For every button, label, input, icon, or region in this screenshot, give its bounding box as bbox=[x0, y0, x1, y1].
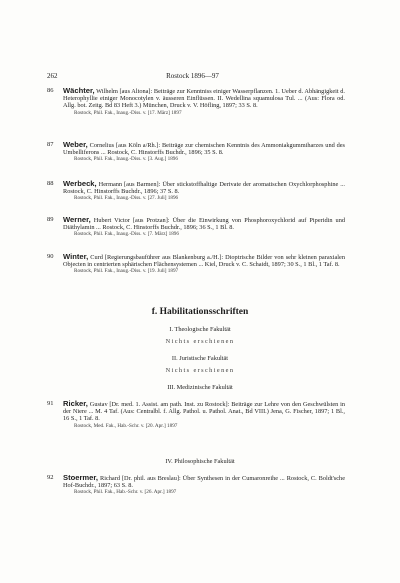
entry-number: 88 bbox=[47, 180, 54, 187]
bibliography-entry bbox=[47, 87, 345, 116]
entry-text bbox=[63, 141, 345, 156]
faculty-empty-note: Nichts erschienen bbox=[165, 367, 235, 374]
faculty-empty-note: Nichts erschienen bbox=[165, 338, 235, 345]
entry-note: Rostock, Phil. Fak., Inaug.-Diss. v. [3. Aug.] 1896 bbox=[74, 156, 178, 163]
entry-note: Rostock, Phil. Fak., Inaug.-Diss. v. [17. März] 1897 bbox=[74, 109, 182, 116]
faculty-heading: III. Medizinische Fakultät bbox=[167, 384, 233, 391]
entry-number: 90 bbox=[47, 253, 54, 260]
entry-text bbox=[63, 253, 345, 268]
entry-text bbox=[63, 474, 345, 489]
entry-citation: Cornelius [aus Köln a/Rh.]: Beiträge zur chemischen Kenntnis des Ammoniakgummiharzes und des Umbelliferons ... Rostock, C. Hinstorffs Buchdr., 1896; 35 S. 8. bbox=[63, 142, 346, 157]
entry-number: 91 bbox=[47, 400, 54, 407]
faculty-heading: II. Juristische Fakultät bbox=[171, 355, 229, 362]
entry-author: Stoermer, bbox=[63, 473, 99, 482]
entry-number: 87 bbox=[47, 141, 54, 148]
entry-text bbox=[63, 216, 345, 231]
entry-note: Rostock, Phil. Fak., Inaug.-Diss. v. [27. Juli] 1896 bbox=[74, 195, 179, 202]
entry-text bbox=[63, 87, 345, 110]
entry-author: Weber, bbox=[63, 140, 88, 149]
bibliography-entry bbox=[47, 474, 345, 496]
entry-author: Wächter, bbox=[63, 86, 95, 95]
bibliography-entry bbox=[47, 253, 345, 275]
bibliography-entry bbox=[47, 216, 345, 238]
entry-text bbox=[63, 400, 345, 423]
faculty-heading: I. Theologische Fakultät bbox=[169, 326, 231, 333]
bibliography-entry bbox=[47, 141, 345, 163]
entry-citation: Hubert Victor [aus Protzan]: Über die Einwirkung von Phosphoroxychlorid auf Piperidin und Diäthylamin ... Rostock, C. Hinstorffs Buchdr., 1896; 36 S., 1 Bl. 8. bbox=[63, 217, 345, 232]
entry-author: Werbeck, bbox=[63, 179, 97, 188]
entry-number: 86 bbox=[47, 87, 54, 94]
entry-citation: Richard [Dr. phil. aus Breslau]: Über Synthesen in der Cumaronreihe ... Rostock, C. Boldt'sche Hof-Buchdr., 1897; 63 S. 8. bbox=[63, 475, 345, 490]
entry-citation: Gustav [Dr. med. 1. Assist. am path. Inst. zu Rostock]: Beiträge zur Lehre von den Geschwülsten in der Niere ... M. 4 Taf. (Aus: Centralbl. f. Allg. Pathol. u. Pathol. Anat., Bd VIII.) Jena, G. Fischer, 1897; 1 Bl., 16 S., 1 Taf. 8. bbox=[63, 401, 346, 423]
bibliography-entry bbox=[47, 180, 345, 202]
page-number: 262 bbox=[47, 72, 58, 80]
section-title: f. Habilitationsschriften bbox=[151, 307, 249, 317]
running-title: Rostock 1896—97 bbox=[166, 72, 219, 80]
entry-author: Winter, bbox=[63, 252, 89, 261]
bibliography-entry bbox=[47, 400, 345, 429]
faculty-heading: IV. Philosophische Fakultät bbox=[165, 458, 235, 465]
page-header bbox=[47, 72, 338, 82]
entry-number: 89 bbox=[47, 216, 54, 223]
entry-author: Ricker, bbox=[63, 399, 88, 408]
entry-note: Rostock, Phil. Fak., Inaug.-Diss. v. [7. März] 1896 bbox=[74, 231, 179, 238]
entry-citation: Hermann [aus Barmen]: Über stickstoffhaltige Derivate der aromatischen Oxychlorphosphine ... Rostock, C. Hinstorffs Buchdr., 1896; 37 S. 8. bbox=[63, 181, 345, 196]
entry-citation: Curd [Regierungsbauführer aus Blankenburg a./H.]: Dioptrische Bilder von sehr kleinen paraxialen Objecten in centrierten sphärischen Flächensystemen ... Kiel, Druck v. C. Schaidt, 1897; 30 S., 1 Bl., 1 Taf. 8. bbox=[63, 254, 346, 269]
entry-note: Rostock, Med. Fak., Hab.-Schr. v. [20. Apr.] 1897 bbox=[74, 422, 178, 429]
entry-number: 92 bbox=[47, 474, 54, 481]
entry-note: Rostock, Phil. Fak., Hab.-Schr. v. [26. Apr.] 1897 bbox=[74, 489, 177, 496]
entry-text bbox=[63, 180, 345, 195]
entry-note: Rostock, Phil. Fak., Inaug.-Diss. v. [19. Juli] 1897 bbox=[74, 268, 179, 275]
entry-citation: Wilhelm [aus Altona]: Beiträge zur Kenntniss einiger Wasserpflanzen. 1. Ueber d. Abhängigkeit d. Heterophyllie einiger Monocotylen v. äusseren Einflüssen. II. Wedellina squamulosa Tul. ... (Aus: Flora od. Allg. bot. Zeitg. Bd 83 Heft 3.) München, Druck v. V. Höfling, 1897; 33 S. 8. bbox=[63, 88, 345, 110]
entry-author: Werner, bbox=[63, 215, 91, 224]
